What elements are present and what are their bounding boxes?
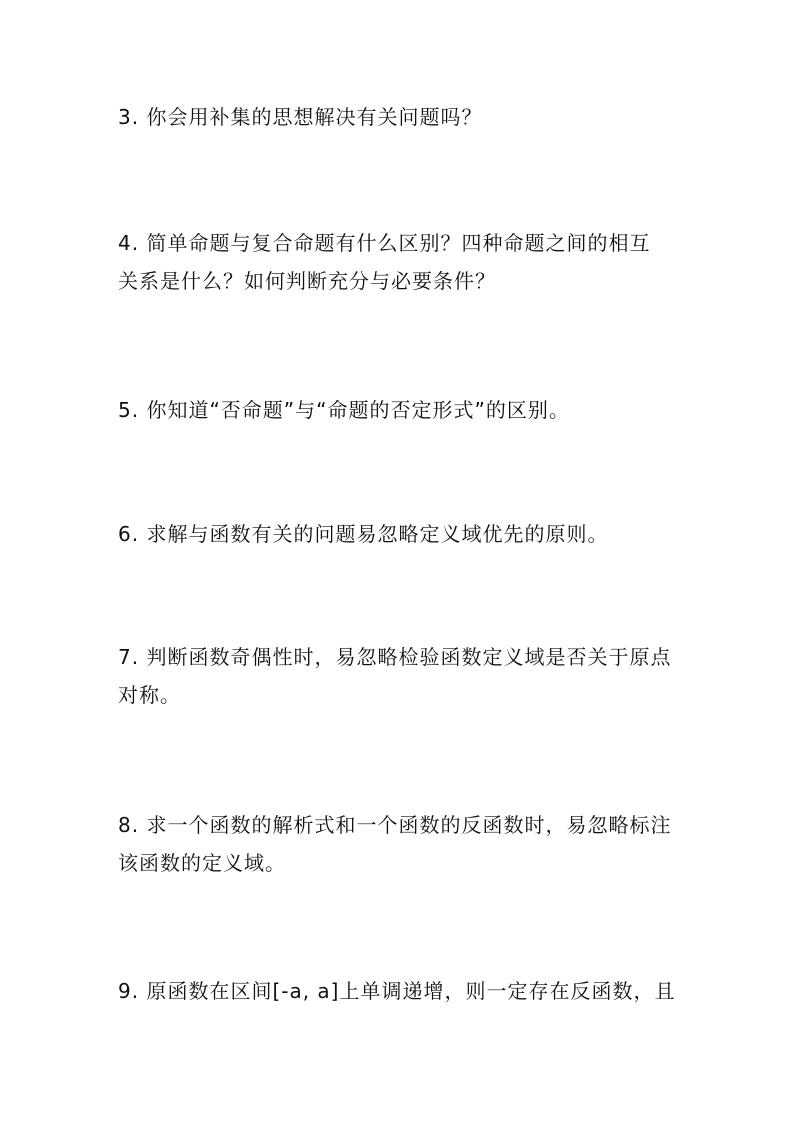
list-item [118,972,688,1010]
list-item [118,515,688,553]
item-text-line: 4. 简单命题与复合命题有什么区别？四种命题之间的相互 [118,231,651,255]
list-item [118,806,688,882]
item-text-line: 该函数的定义域。 [118,851,286,875]
list-item [118,224,688,300]
item-text-line: 5. 你知道“否命题”与“命题的否定形式”的区别。 [118,398,570,422]
item-text-line: 9. 原函数在区间[-a, a]上单调递增，则一定存在反函数，且 [118,979,676,1003]
list-item [118,98,688,136]
list-item [118,391,688,429]
list-item [118,638,688,714]
item-text-line: 3. 你会用补集的思想解决有关问题吗？ [118,105,483,129]
item-text-line: 6. 求解与函数有关的问题易忽略定义域优先的原则。 [118,522,609,546]
item-text-line: 7. 判断函数奇偶性时，易忽略检验函数定义域是否关于原点 [118,645,672,669]
item-text-line: 8. 求一个函数的解析式和一个函数的反函数时，易忽略标注 [118,813,672,837]
item-text-line: 关系是什么？如何判断充分与必要条件？ [118,269,496,293]
item-text-line: 对称。 [118,683,181,707]
